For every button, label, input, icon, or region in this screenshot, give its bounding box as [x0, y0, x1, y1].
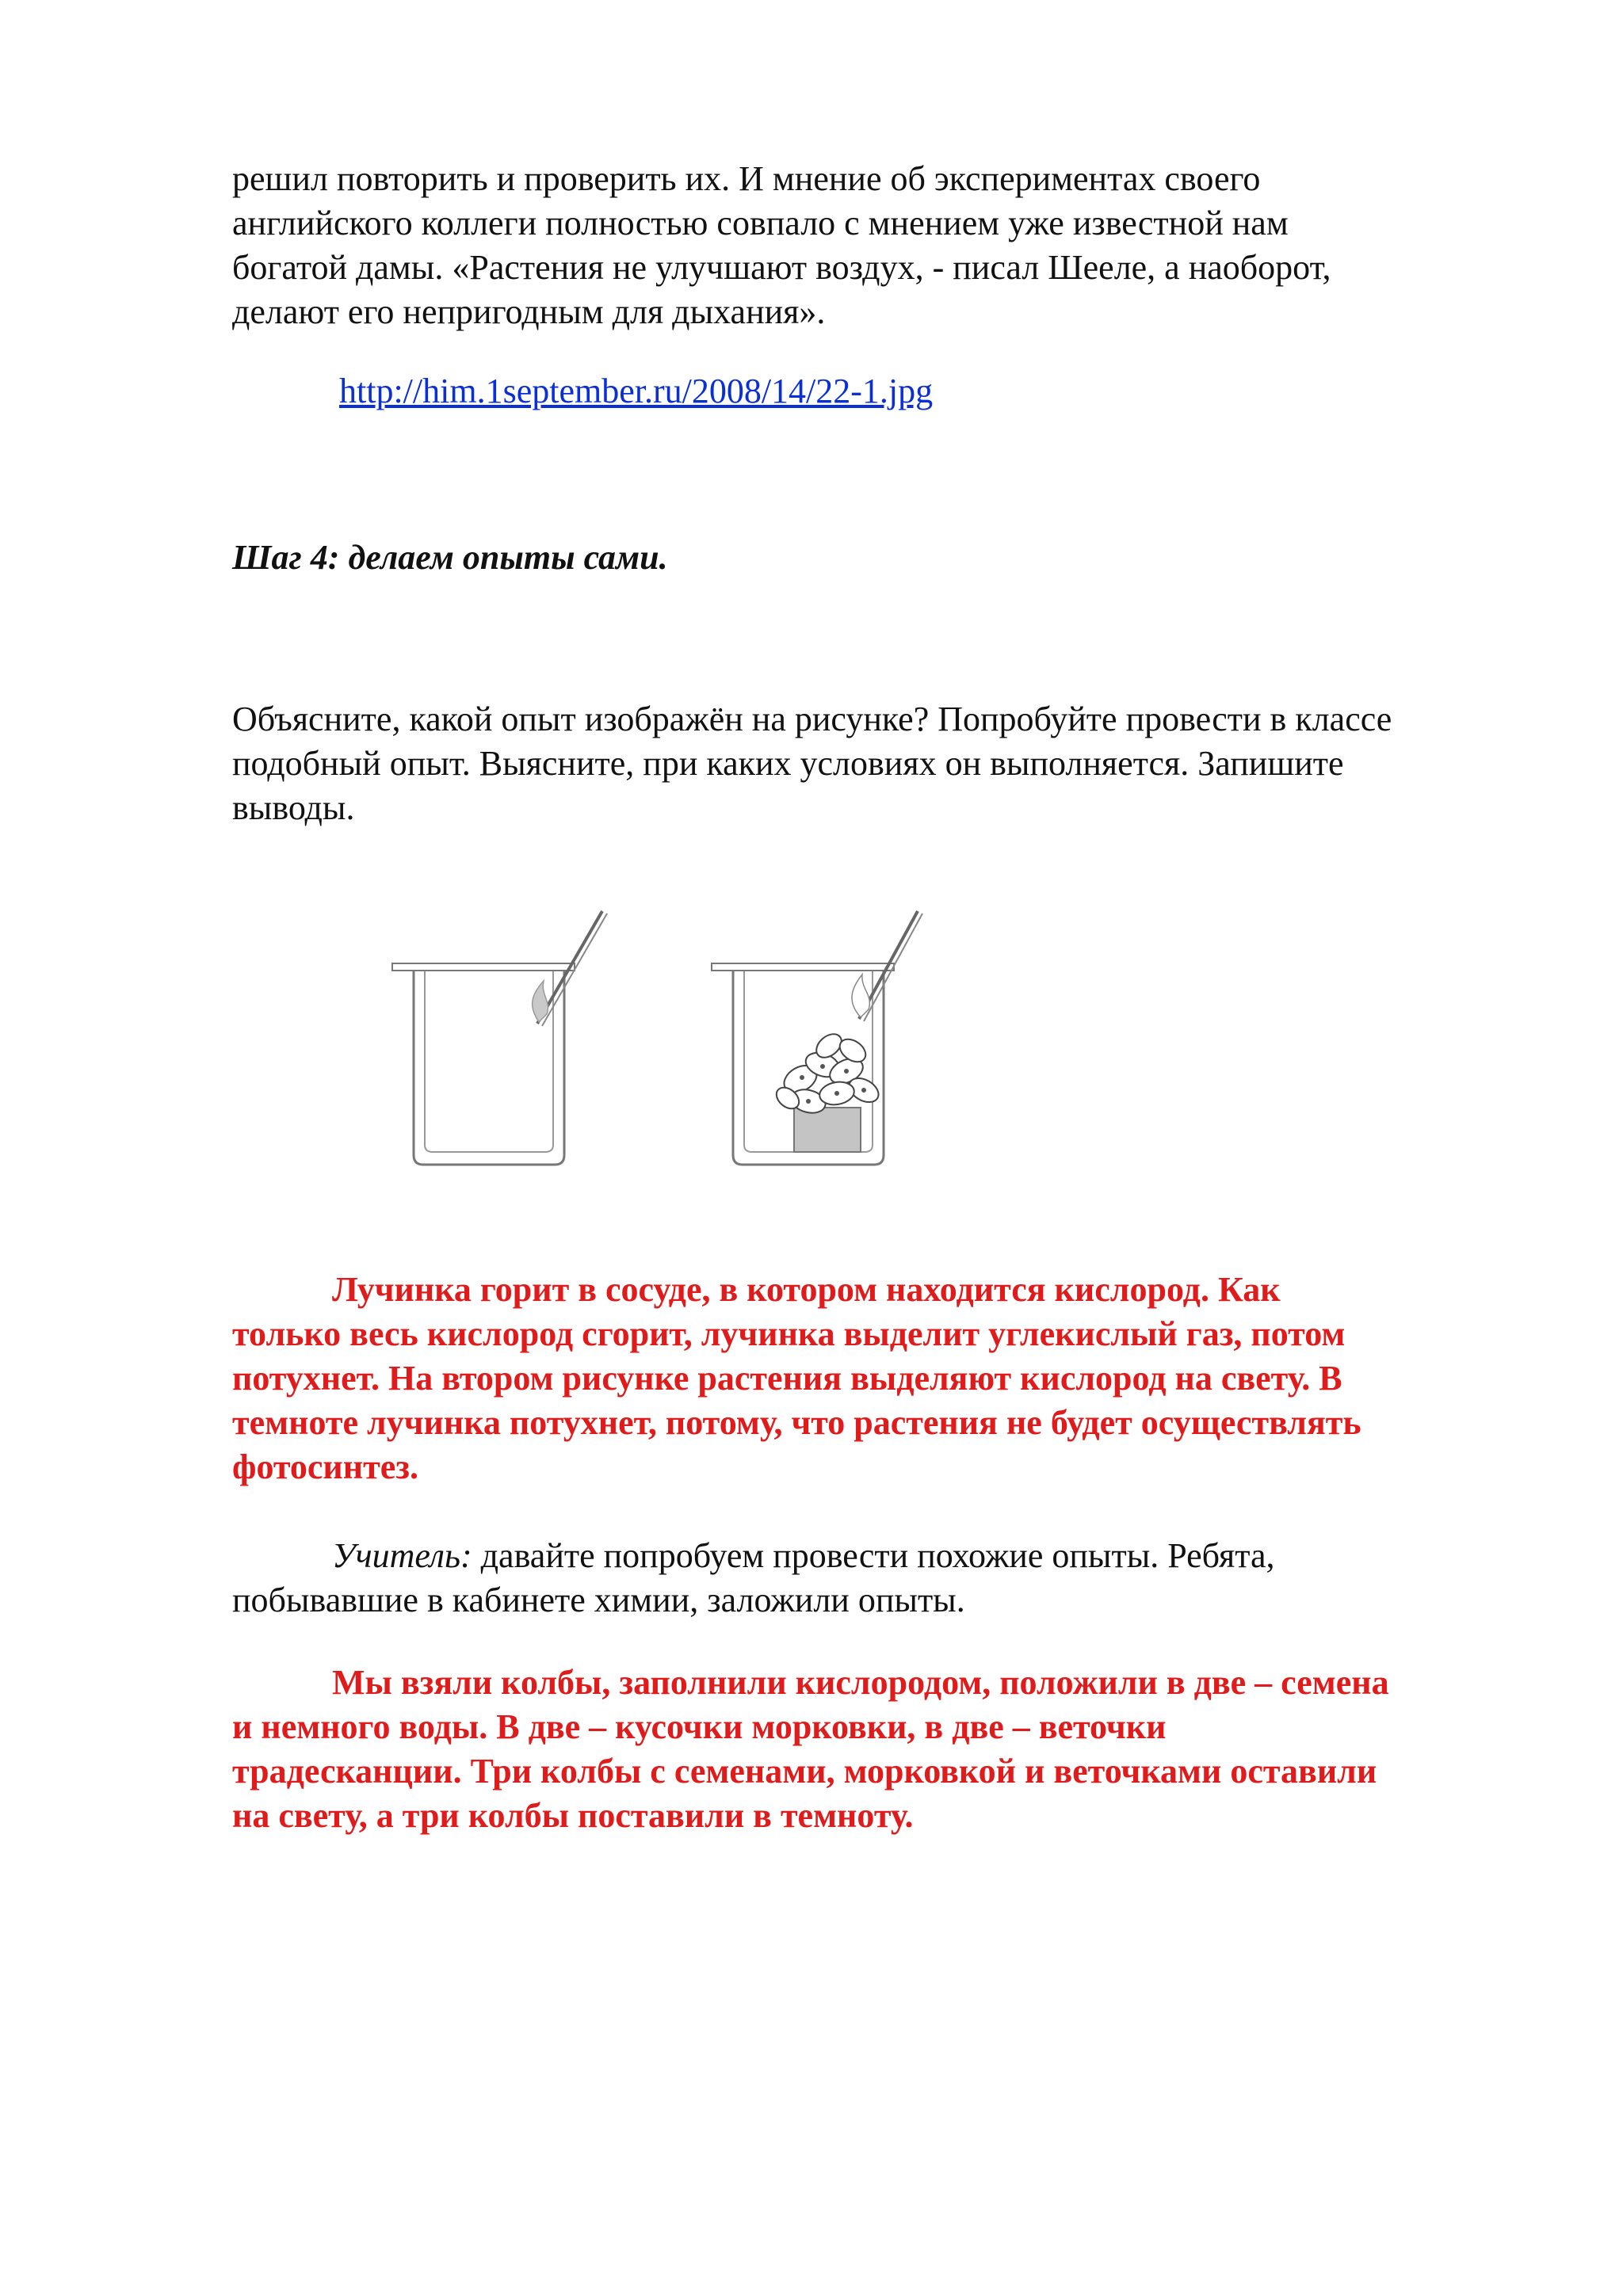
- text-span: Лучинка горит в сосуде, в котором находится кислород. Как: [332, 1270, 1281, 1309]
- text-line: только весь кислород сгорит, лучинка выделит углекислый газ, потом: [232, 1314, 1346, 1353]
- step-heading: Шаг 4: делаем опыты сами.: [232, 538, 668, 577]
- text-line: английского коллеги полностью совпало с мнением уже известной нам: [232, 204, 1289, 242]
- teacher-label: Учитель:: [332, 1536, 472, 1575]
- text-line: выводы.: [232, 788, 355, 827]
- intro-paragraph: [232, 157, 1500, 334]
- text-line: и немного воды. В две – кусочки морковки, в две – веточки: [232, 1707, 1167, 1746]
- text-line: богатой дамы. «Растения не улучшают воздух, - писал Шееле, а наоборот,: [232, 248, 1331, 287]
- text-line: [232, 1661, 1500, 1705]
- text-line: на свету, а три колбы поставили в темноту.: [232, 1796, 914, 1835]
- task-paragraph: [232, 697, 1500, 830]
- experiment-illustration: [388, 903, 959, 1180]
- jar-with-plant-and-splint-icon: [712, 911, 922, 1165]
- teacher-paragraph: [232, 1534, 1500, 1623]
- answer-paragraph-2: [232, 1661, 1500, 1838]
- text-line: потухнет. На втором рисунке растения выделяют кислород на свету. В: [232, 1359, 1342, 1398]
- text-line: традесканции. Три колбы с семенами, морковкой и веточками оставили: [232, 1752, 1377, 1791]
- text-line: подобный опыт. Выясните, при каких условиях он выполняется. Запишите: [232, 744, 1344, 783]
- jar-empty-with-splint-icon: [392, 911, 607, 1165]
- answer-paragraph-1: [232, 1268, 1500, 1489]
- text-line: Объясните, какой опыт изображён на рисунке? Попробуйте провести в классе: [232, 700, 1392, 738]
- text-line: темноте лучинка потухнет, потому, что растения не будет осуществлять: [232, 1403, 1361, 1442]
- text-line: [232, 1534, 1500, 1578]
- text-span: давайте попробуем провести похожие опыты. Ребята,: [472, 1536, 1275, 1575]
- text-line: делают его непригодным для дыхания».: [232, 292, 826, 331]
- text-line: [232, 1268, 1500, 1312]
- text-line: решил повторить и проверить их. И мнение об экспериментах своего: [232, 159, 1261, 198]
- text-span: Мы взяли колбы, заполнили кислородом, положили в две – семена: [332, 1663, 1389, 1702]
- text-line: побывавшие в кабинете химии, заложили опыты.: [232, 1581, 965, 1619]
- text-line: фотосинтез.: [232, 1447, 418, 1486]
- source-link[interactable]: http://him.1september.ru/2008/14/22-1.jpg: [339, 372, 934, 410]
